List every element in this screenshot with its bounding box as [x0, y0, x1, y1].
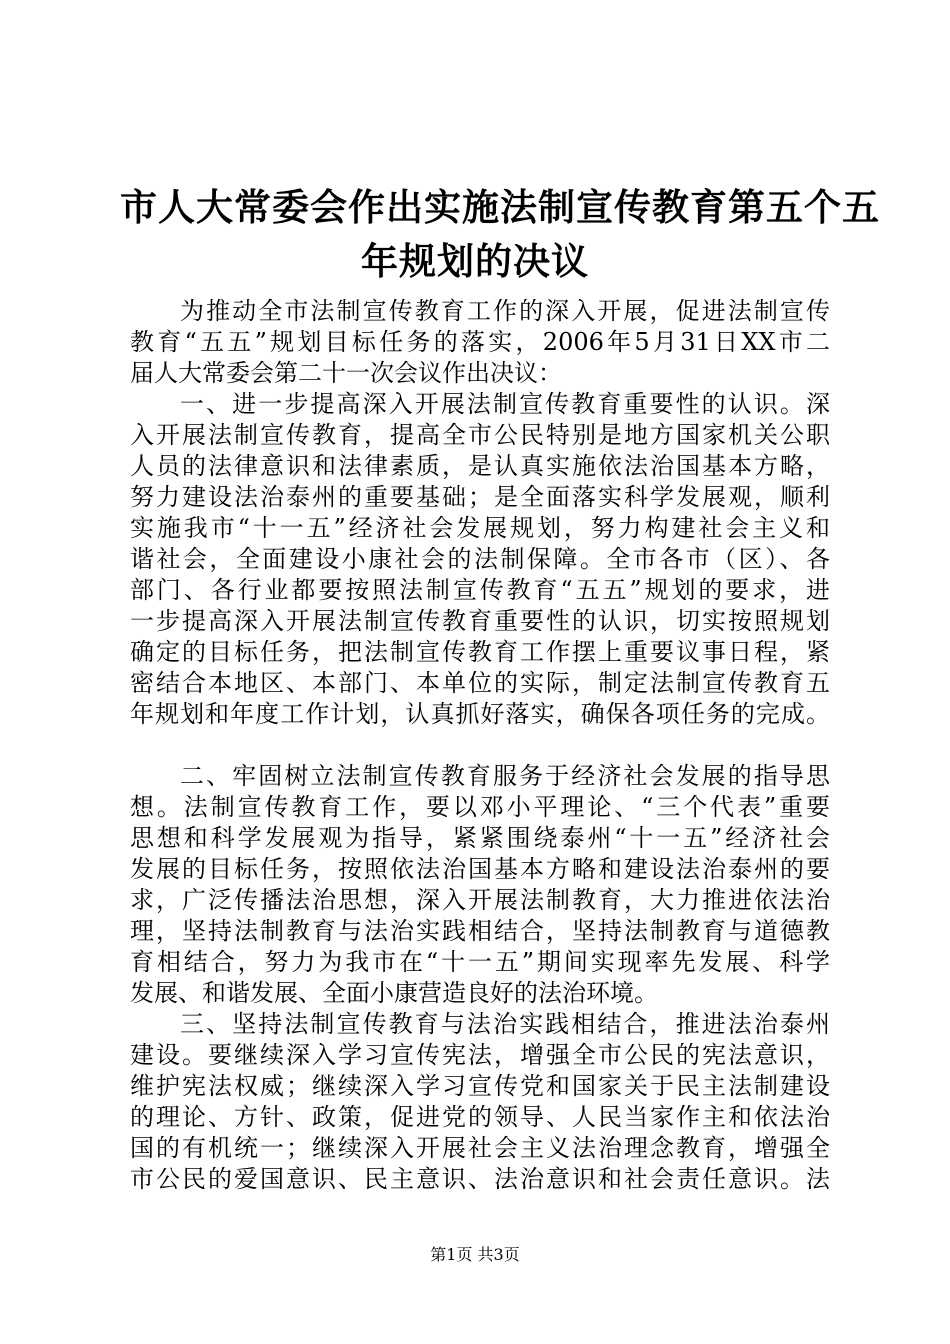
- body-line: 求，广泛传播法治思想，深入开展法制教育，大力推进依法治: [130, 886, 830, 914]
- paragraph-spacer: [130, 730, 830, 761]
- body-line: 密结合本地区、本部门、本单位的实际，制定法制宣传教育五: [130, 669, 830, 697]
- body-line: 理，坚持法制教育与法治实践相结合，坚持法制教育与道德教: [130, 917, 830, 945]
- body-line: 人员的法律意识和法律素质，是认真实施依法治国基本方略，: [130, 452, 830, 480]
- body-line: 二、牢固树立法制宣传教育服务于经济社会发展的指导思: [180, 762, 830, 790]
- document-title-line-1: 市人大常委会作出实施法制宣传教育第五个五: [120, 185, 880, 229]
- body-line: 实施我市“十一五”经济社会发展规划，努力构建社会主义和: [130, 514, 830, 542]
- body-line: 思想和科学发展观为指导，紧紧围绕泰州“十一五”经济社会: [130, 824, 830, 852]
- body-line: 的理论、方针、政策，促进党的领导、人民当家作主和依法治: [130, 1103, 830, 1131]
- body-line: 年规划和年度工作计划，认真抓好落实，确保各项任务的完成。: [130, 700, 830, 728]
- body-line: 想。法制宣传教育工作，要以邓小平理论、“三个代表”重要: [130, 793, 830, 821]
- body-line: 一、进一步提高深入开展法制宣传教育重要性的认识。深: [180, 390, 830, 418]
- page-number-footer: 第1页 共3页: [430, 1245, 520, 1264]
- body-line: 谐社会，全面建设小康社会的法制保障。全市各市（区）、各: [130, 545, 830, 573]
- body-line: 教育“五五”规划目标任务的落实，2006年5月31日XX市二: [130, 328, 830, 356]
- body-line: 三、坚持法制宣传教育与法治实践相结合，推进法治泰州: [180, 1010, 830, 1038]
- body-line: 努力建设法治泰州的重要基础；是全面落实科学发展观，顺利: [130, 483, 830, 511]
- document-title-line-2: 年规划的决议: [361, 239, 589, 283]
- body-line: 发展、和谐发展、全面小康营造良好的法治环境。: [130, 979, 658, 1007]
- body-line: 届人大常委会第二十一次会议作出决议：: [130, 359, 562, 387]
- body-line: 为推动全市法制宣传教育工作的深入开展，促进法制宣传: [180, 297, 830, 325]
- body-line: 育相结合，努力为我市在“十一五”期间实现率先发展、科学: [130, 948, 830, 976]
- body-line: 建设。要继续深入学习宣传宪法，增强全市公民的宪法意识，: [130, 1041, 830, 1069]
- body-line: 维护宪法权威；继续深入学习宣传党和国家关于民主法制建设: [130, 1072, 830, 1100]
- document-body: [130, 296, 830, 1195]
- body-line: 国的有机统一；继续深入开展社会主义法治理念教育，增强全: [130, 1134, 830, 1162]
- body-line: 确定的目标任务，把法制宣传教育工作摆上重要议事日程，紧: [130, 638, 830, 666]
- body-line: 发展的目标任务，按照依法治国基本方略和建设法治泰州的要: [130, 855, 830, 883]
- body-line: 入开展法制宣传教育，提高全市公民特别是地方国家机关公职: [130, 421, 830, 449]
- body-line: 部门、各行业都要按照法制宣传教育“五五”规划的要求，进: [130, 576, 830, 604]
- body-line: 一步提高深入开展法制宣传教育重要性的认识，切实按照规划: [130, 607, 830, 635]
- body-line: 市公民的爱国意识、民主意识、法治意识和社会责任意识。法: [130, 1165, 830, 1193]
